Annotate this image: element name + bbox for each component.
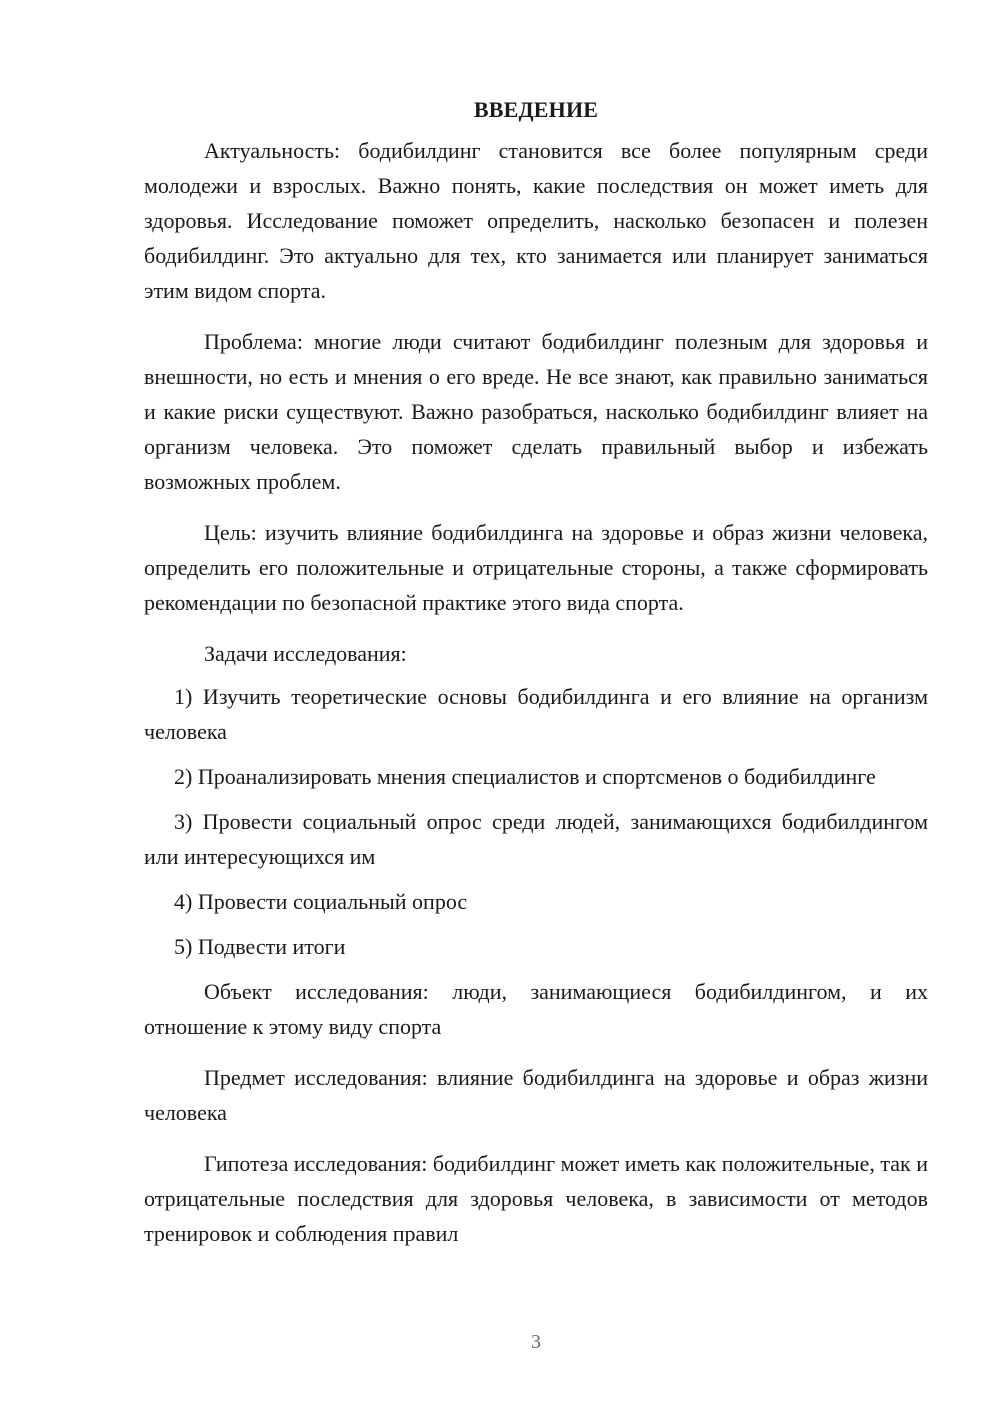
tasks-list [144,679,928,964]
paragraph-hypothesis: Гипотеза исследования: бодибилдинг может иметь как положительные, так и отрицательные последствия для здоровья человека, в зависимости от методов тренировок и соблюдения правил [144,1151,928,1246]
list-item: 3) Провести социальный опрос среди людей, занимающихся бодибилдингом или интересующихся им [144,809,928,869]
paragraph-subject: Предмет исследования: влияние бодибилдинга на здоровье и образ жизни человека [144,1065,928,1125]
list-item: 4) Провести социальный опрос [174,889,468,914]
page-number: 3 [531,1331,541,1353]
paragraph-object: Объект исследования: люди, занимающиеся бодибилдингом, и их отношение к этому виду спорта [144,979,928,1039]
page-content [144,92,928,1267]
paragraph-problem: Проблема: многие люди считают бодибилдинг полезным для здоровья и внешности, но есть и мнения о его вреде. Не все знают, как правильно заниматься и какие риски существуют. Важно разобраться, насколько бодибилдинг влияет на организм человека. Это поможет сделать правильный выбор и избежать возможных проблем. [144,329,928,494]
list-item: 2) Проанализировать мнения специалистов и спортсменов о бодибилдинге [174,764,876,789]
list-item: 5) Подвести итоги [174,934,346,959]
page-title: ВВЕДЕНИЕ [473,97,599,122]
paragraph-goal: Цель: изучить влияние бодибилдинга на здоровье и образ жизни человека, определить его положительные и отрицательные стороны, а также сформировать рекомендации по безопасной практике этого вида спорта. [144,520,928,615]
paragraph-relevance: Актуальность: бодибилдинг становится все более популярным среди молодежи и взрослых. Важно понять, какие последствия он может иметь для здоровья. Исследование поможет определить, насколько безопасен и полезен бодибилдинг. Это актуально для тех, кто занимается или планирует заниматься этим видом спорта. [144,138,928,303]
tasks-heading: Задачи исследования: [204,641,407,666]
list-item: 1) Изучить теоретические основы бодибилдинга и его влияние на организм человека [144,684,928,744]
